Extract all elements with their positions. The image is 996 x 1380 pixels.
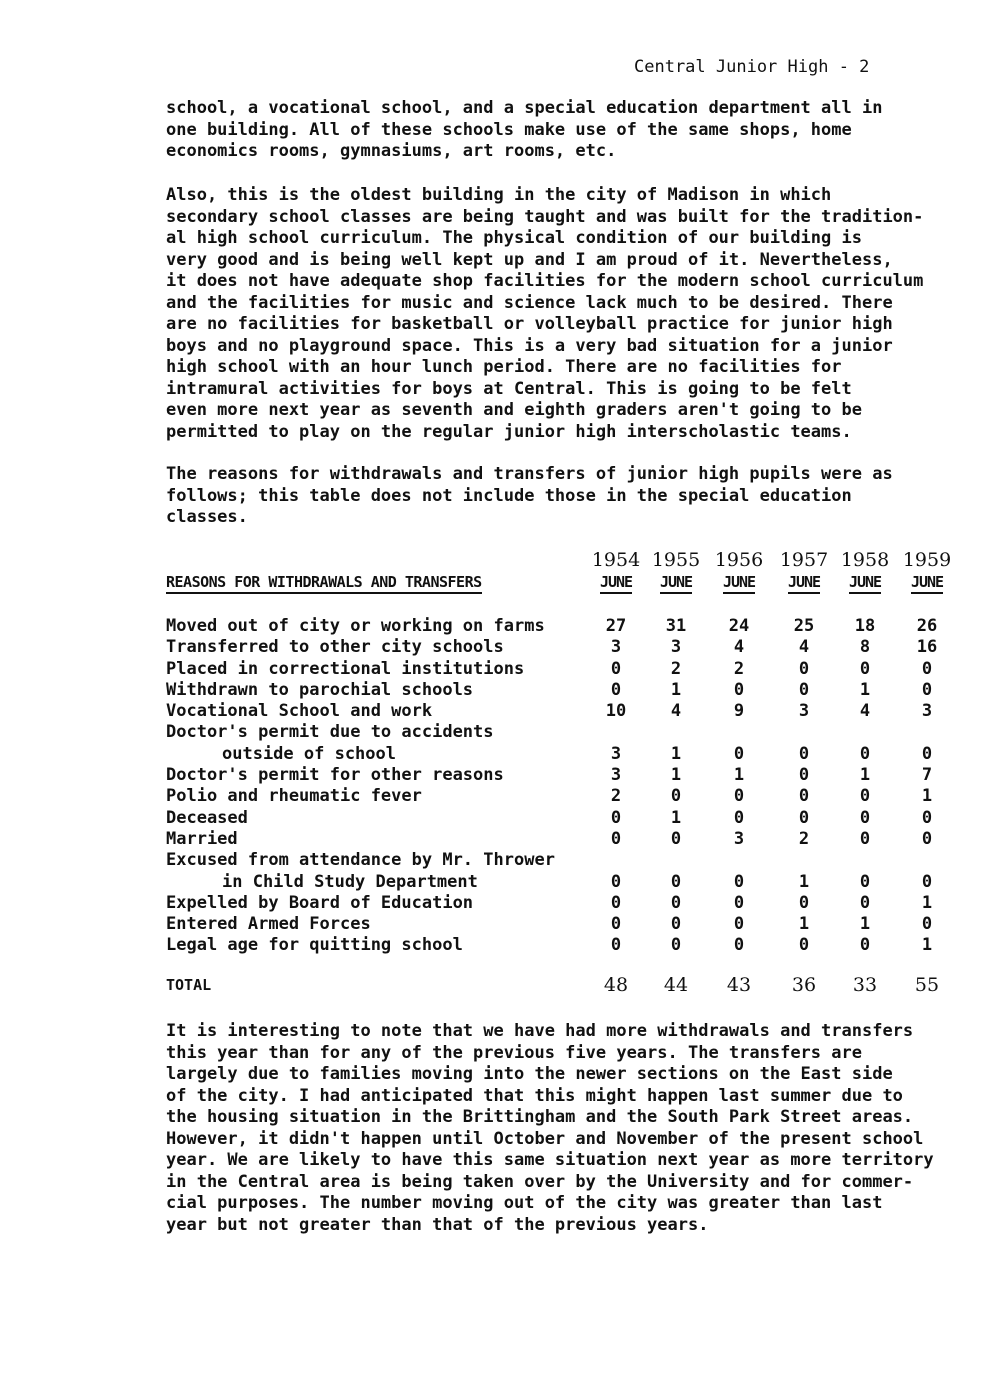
paragraph-line: school, a vocational school, and a special education department all in bbox=[166, 98, 883, 118]
row-value: 0 bbox=[859, 743, 871, 764]
row-value: 1 bbox=[670, 807, 682, 828]
row-value: 0 bbox=[798, 679, 810, 700]
row-value: 18 bbox=[854, 616, 876, 636]
total-value: 55 bbox=[914, 974, 940, 996]
paragraph-line: very good and is being well kept up and I am proud of it. Nevertheless, bbox=[166, 249, 893, 270]
row-value: 0 bbox=[798, 786, 810, 807]
table-row bbox=[166, 659, 966, 680]
row-label: in Child Study Department bbox=[222, 871, 478, 892]
paragraph-line: in the Central area is being taken over by the University and for commer- bbox=[166, 1171, 914, 1192]
paragraph-line: economics rooms, gymnasiums, art rooms, etc. bbox=[166, 141, 617, 161]
row-value: 8 bbox=[859, 637, 871, 658]
row-value: 1 bbox=[859, 914, 871, 935]
paragraph-line: are no facilities for basketball or volleyball practice for junior high bbox=[166, 314, 893, 334]
row-value: 0 bbox=[859, 828, 871, 849]
row-value: 0 bbox=[733, 914, 745, 935]
paragraph-line: boys and no playground space. This is a very bad situation for a junior bbox=[166, 335, 893, 356]
total-label: TOTAL bbox=[166, 976, 212, 994]
row-value: 1 bbox=[859, 679, 871, 700]
row-value: 0 bbox=[610, 892, 622, 913]
total-value: 44 bbox=[663, 974, 689, 996]
row-value: 1 bbox=[798, 914, 810, 935]
row-label: Deceased bbox=[166, 807, 248, 828]
row-value: 0 bbox=[733, 871, 745, 892]
row-label: outside of school bbox=[222, 743, 396, 764]
total-value: 43 bbox=[726, 974, 752, 996]
paragraph-line: largely due to families moving into the newer sections on the East side bbox=[166, 1064, 893, 1084]
row-value: 2 bbox=[798, 828, 810, 849]
row-value: 0 bbox=[798, 743, 810, 764]
row-value: 3 bbox=[610, 637, 622, 658]
paragraph-analysis bbox=[166, 1021, 966, 1236]
row-value: 2 bbox=[733, 658, 745, 679]
row-label: Married bbox=[166, 828, 238, 849]
row-value: 3 bbox=[610, 743, 622, 764]
row-value: 1 bbox=[670, 765, 682, 786]
row-value: 1 bbox=[921, 935, 933, 956]
paragraph-line: year but not greater than that of the previous years. bbox=[166, 1214, 709, 1235]
paragraph-line: al high school curriculum. The physical condition of our building is bbox=[166, 228, 862, 248]
row-value: 0 bbox=[670, 786, 682, 807]
table-row bbox=[166, 701, 966, 722]
row-label: Excused from attendance by Mr. Thrower bbox=[166, 850, 555, 871]
row-value: 26 bbox=[916, 616, 938, 636]
paragraph-line: this year than for any of the previous five years. The transfers are bbox=[166, 1042, 862, 1063]
column-year: 1959 bbox=[902, 549, 952, 571]
row-value: 0 bbox=[921, 914, 933, 935]
row-value: 3 bbox=[670, 637, 682, 658]
row-value: 0 bbox=[670, 828, 682, 849]
row-value: 0 bbox=[733, 807, 745, 828]
column-year: 1955 bbox=[651, 549, 701, 571]
row-value: 0 bbox=[921, 743, 933, 764]
row-value: 0 bbox=[733, 935, 745, 956]
row-value: 4 bbox=[670, 701, 682, 722]
paragraph-line: intramural activities for boys at Central. This is going to be felt bbox=[166, 378, 852, 399]
table-row bbox=[166, 765, 966, 786]
table-row bbox=[166, 829, 966, 850]
row-value: 0 bbox=[610, 658, 622, 679]
row-value: 0 bbox=[610, 679, 622, 700]
table-row bbox=[166, 808, 966, 829]
row-label: Doctor's permit for other reasons bbox=[166, 765, 504, 786]
row-value: 0 bbox=[921, 871, 933, 892]
row-value: 0 bbox=[733, 892, 745, 913]
column-month: JUNE bbox=[772, 572, 836, 592]
row-label: Expelled by Board of Education bbox=[166, 892, 474, 913]
row-value: 0 bbox=[798, 892, 810, 913]
row-label: Entered Armed Forces bbox=[166, 914, 371, 935]
row-value: 4 bbox=[733, 637, 745, 658]
table-row bbox=[166, 850, 966, 871]
paragraph-line: It is interesting to note that we have had more withdrawals and transfers bbox=[166, 1021, 914, 1041]
row-value: 1 bbox=[670, 679, 682, 700]
row-label: Withdrawn to parochial schools bbox=[166, 679, 474, 700]
row-value: 0 bbox=[670, 914, 682, 935]
column-year: 1957 bbox=[779, 549, 829, 571]
row-value: 10 bbox=[605, 701, 627, 722]
row-value: 3 bbox=[921, 701, 933, 722]
paragraph-line: and the facilities for music and science lack much to be desired. There bbox=[166, 292, 893, 313]
row-value: 1 bbox=[798, 871, 810, 892]
row-value: 16 bbox=[916, 637, 938, 658]
table-row bbox=[166, 786, 966, 807]
row-value: 1 bbox=[859, 765, 871, 786]
paragraph-building-condition bbox=[166, 185, 966, 443]
row-value: 0 bbox=[670, 935, 682, 956]
row-value: 3 bbox=[798, 701, 810, 722]
column-month: JUNE bbox=[895, 572, 959, 592]
row-value: 0 bbox=[610, 828, 622, 849]
paragraph-line: Also, this is the oldest building in the city of Madison in which bbox=[166, 185, 832, 205]
row-value: 0 bbox=[798, 765, 810, 786]
paragraph-line: secondary school classes are being taught and was built for the tradition- bbox=[166, 206, 924, 227]
row-value: 0 bbox=[921, 807, 933, 828]
paragraph-line: the housing situation in the Brittingham and the South Park Street areas. bbox=[166, 1107, 914, 1127]
column-month: JUNE bbox=[833, 572, 897, 592]
row-value: 2 bbox=[670, 658, 682, 679]
row-value: 0 bbox=[859, 786, 871, 807]
row-value: 2 bbox=[610, 786, 622, 807]
table-row bbox=[166, 722, 966, 743]
paragraph-line: follows; this table does not include those in the special education bbox=[166, 485, 852, 506]
row-value: 0 bbox=[670, 892, 682, 913]
row-value: 0 bbox=[610, 807, 622, 828]
paragraph-line: However, it didn't happen until October and November of the present school bbox=[166, 1128, 924, 1149]
column-month: JUNE bbox=[584, 572, 648, 592]
paragraph-line: year. We are likely to have this same situation next year as more territory bbox=[166, 1150, 934, 1170]
paragraph-line: classes. bbox=[166, 507, 248, 527]
row-value: 0 bbox=[859, 892, 871, 913]
column-year: 1954 bbox=[591, 549, 641, 571]
table-row bbox=[166, 872, 966, 893]
row-value: 1 bbox=[733, 765, 745, 786]
row-value: 0 bbox=[859, 871, 871, 892]
paragraph-line: permitted to play on the regular junior high interscholastic teams. bbox=[166, 421, 852, 442]
row-label: Placed in correctional institutions bbox=[166, 658, 525, 679]
page-header: Central Junior High - 2 bbox=[634, 57, 870, 77]
table-total-row bbox=[166, 973, 966, 997]
row-value: 0 bbox=[859, 935, 871, 956]
row-value: 0 bbox=[859, 807, 871, 828]
paragraph-line: of the city. I had anticipated that this might happen last summer due to bbox=[166, 1085, 903, 1106]
row-label: Doctor's permit due to accidents bbox=[166, 722, 494, 743]
row-label: Polio and rheumatic fever bbox=[166, 786, 422, 807]
table-row bbox=[166, 637, 966, 658]
row-label: Moved out of city or working on farms bbox=[166, 616, 545, 636]
row-value: 0 bbox=[921, 828, 933, 849]
table-row bbox=[166, 914, 966, 935]
row-value: 9 bbox=[733, 701, 745, 722]
row-value: 3 bbox=[610, 765, 622, 786]
row-label: Transferred to other city schools bbox=[166, 637, 504, 658]
paragraph-line: one building. All of these schools make use of the same shops, home bbox=[166, 119, 852, 140]
row-value: 0 bbox=[798, 935, 810, 956]
row-value: 0 bbox=[921, 679, 933, 700]
row-value: 27 bbox=[605, 616, 627, 636]
row-value: 31 bbox=[665, 616, 687, 636]
row-value: 0 bbox=[610, 871, 622, 892]
row-value: 0 bbox=[798, 807, 810, 828]
total-value: 33 bbox=[852, 974, 878, 996]
row-value: 4 bbox=[859, 701, 871, 722]
row-value: 1 bbox=[670, 743, 682, 764]
paragraph-line: The reasons for withdrawals and transfers of junior high pupils were as bbox=[166, 464, 893, 484]
row-value: 0 bbox=[610, 914, 622, 935]
paragraph-table-intro bbox=[166, 464, 966, 529]
row-value: 0 bbox=[859, 658, 871, 679]
column-year: 1958 bbox=[840, 549, 890, 571]
paragraph-line: even more next year as seventh and eighth graders aren't going to be bbox=[166, 400, 862, 420]
table-row bbox=[166, 616, 966, 637]
row-value: 4 bbox=[798, 637, 810, 658]
row-value: 0 bbox=[733, 743, 745, 764]
paragraph-facilities-shared bbox=[166, 98, 966, 163]
paragraph-line: high school with an hour lunch period. There are no facilities for bbox=[166, 357, 842, 377]
total-value: 48 bbox=[603, 974, 629, 996]
paragraph-line: it does not have adequate shop facilities for the modern school curriculum bbox=[166, 271, 924, 291]
row-value: 3 bbox=[733, 828, 745, 849]
row-value: 0 bbox=[670, 871, 682, 892]
row-value: 0 bbox=[733, 679, 745, 700]
table-row bbox=[166, 744, 966, 765]
row-value: 0 bbox=[798, 658, 810, 679]
column-month: JUNE bbox=[707, 572, 771, 592]
row-value: 24 bbox=[728, 616, 750, 636]
table-row bbox=[166, 680, 966, 701]
table-row bbox=[166, 935, 966, 956]
row-value: 7 bbox=[921, 765, 933, 786]
table-reason-header: REASONS FOR WITHDRAWALS AND TRANSFERS bbox=[166, 572, 482, 592]
row-value: 1 bbox=[921, 786, 933, 807]
row-label: Legal age for quitting school bbox=[166, 935, 463, 956]
paragraph-line: cial purposes. The number moving out of the city was greater than last bbox=[166, 1193, 883, 1213]
table-row bbox=[166, 893, 966, 914]
row-value: 1 bbox=[921, 892, 933, 913]
row-value: 0 bbox=[610, 935, 622, 956]
row-value: 25 bbox=[793, 616, 815, 636]
row-value: 0 bbox=[921, 658, 933, 679]
total-value: 36 bbox=[791, 974, 817, 996]
row-label: Vocational School and work bbox=[166, 701, 433, 722]
column-year: 1956 bbox=[714, 549, 764, 571]
column-month: JUNE bbox=[644, 572, 708, 592]
row-value: 0 bbox=[733, 786, 745, 807]
table-body bbox=[166, 616, 966, 957]
